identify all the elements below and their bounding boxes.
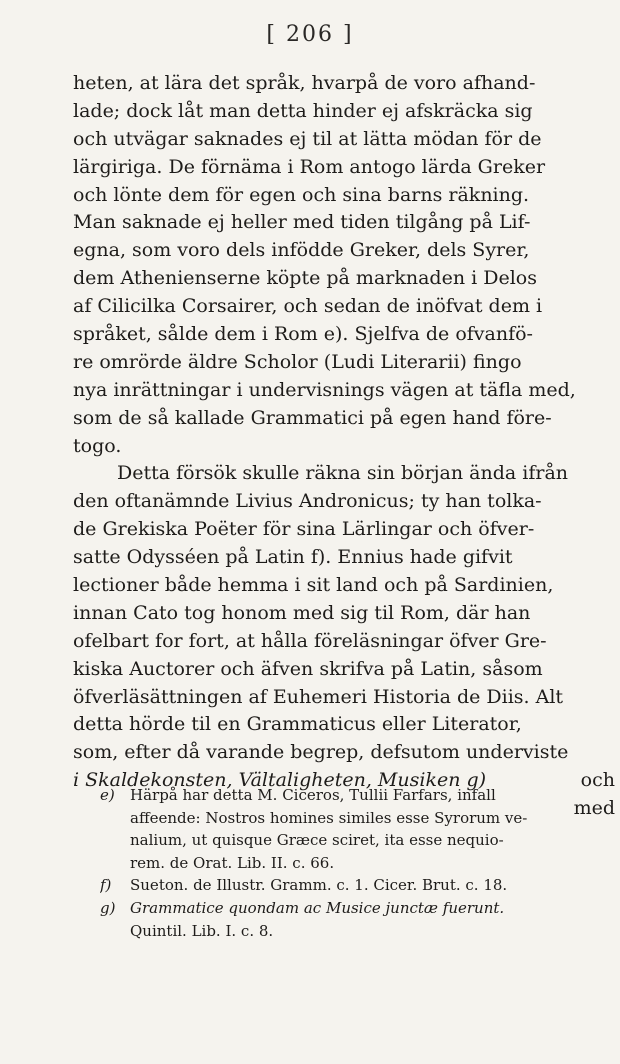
text-line: den oftanämnde Livius Andronicus; ty han tolka-	[73, 490, 542, 513]
paragraph-start-line: Detta försök skulle räkna sin början ända ifrån	[117, 462, 569, 485]
footnote-text: affeende: Nostros homines similes esse Syrorum ve-	[130, 808, 528, 827]
footnote-text: nalium, ut quisque Græce sciret, ita esse nequio-	[130, 831, 504, 850]
footnote-marker: e)	[100, 786, 115, 804]
text-line: egna, som voro dels infödde Greker, dels Syrer,	[73, 239, 530, 262]
footnotes	[100, 784, 620, 942]
footnote-line	[100, 874, 620, 897]
footnote-text: Quintil. Lib. I. c. 8.	[130, 921, 274, 940]
text-line: lectioner både hemma i sit land och på Sardinien,	[73, 574, 554, 597]
text-line: detta hörde til en Grammaticus eller Literator,	[73, 713, 522, 736]
footnote-text: rem. de Orat. Lib. II. c. 66.	[130, 853, 335, 872]
text-line: och utvägar saknades ej til at lätta mödan för de	[73, 127, 542, 150]
footnote-marker: f)	[100, 876, 112, 895]
line-right-part: och	[580, 769, 615, 792]
text-line: re omrörde äldre Scholor (Ludi Literarii) fingo	[73, 350, 522, 373]
line-left-part: i Skaldekonsten, Vältaligheten, Musiken g)	[73, 769, 487, 792]
text-line: lärgiriga. De förnäma i Rom antogo lärda Greker	[73, 155, 546, 178]
footnote-line	[100, 807, 620, 830]
footnote-line	[100, 920, 620, 943]
footnote-line	[100, 852, 620, 875]
footnote-text: Grammatice quondam ac Musice junctæ fuerunt.	[130, 898, 505, 917]
text-line: heten, at lära det språk, hvarpå de voro afhand-	[73, 72, 536, 94]
footnote-text: Sueton. de Illustr. Gramm. c. 1. Cicer. Brut. c. 18.	[130, 876, 508, 895]
text-line: togo.	[73, 434, 122, 457]
text-line: som de så kallade Grammatici på egen hand före-	[73, 406, 552, 429]
text-line: innan Cato tog honom med sig til Rom, där han	[73, 601, 531, 624]
text-line: Man saknade ej heller med tiden tilgång på Lif-	[73, 211, 531, 234]
catchword: med	[573, 797, 615, 820]
footnote-line	[100, 829, 620, 852]
footnote-marker: g)	[100, 898, 116, 917]
text-line: som, efter då varande begrep, defsutom underviste	[73, 741, 569, 764]
footnote-line	[100, 897, 620, 920]
text-line: af Cilicilka Corsairer, och sedan de inöfvat dem i	[73, 295, 543, 318]
text-line: de Grekiska Poëter för sina Lärlingar och öfver-	[73, 518, 535, 541]
text-line: och lönte dem för egen och sina barns räkning.	[73, 183, 530, 206]
text-line: kiska Auctorer och äfven skrifva på Latin, såsom	[73, 657, 543, 680]
footnote-line	[100, 784, 620, 807]
text-line: nya inrättningar i undervisnings vägen at täfla med,	[73, 378, 576, 401]
text-line: ofelbart for fort, at hålla föreläsningar öfver Gre-	[73, 629, 547, 652]
footnote-text: Härpå har detta M. Ciceros, Tullii Farfars, infall	[130, 786, 496, 804]
text-line: satte Odysséen på Latin f). Ennius hade gifvit	[73, 546, 513, 569]
page-number: [ 206 ]	[266, 22, 354, 47]
text-line: lade; dock låt man detta hinder ej afskräcka sig	[73, 99, 533, 122]
text-line: språket, sålde dem i Rom e). Sjelfva de ofvanfö-	[73, 323, 533, 346]
body-text	[73, 70, 620, 823]
text-line: dem Athenienserne köpte på marknaden i Delos	[73, 267, 537, 290]
text-line: öfverläsättningen af Euhemeri Historia de Diis. Alt	[73, 685, 564, 708]
